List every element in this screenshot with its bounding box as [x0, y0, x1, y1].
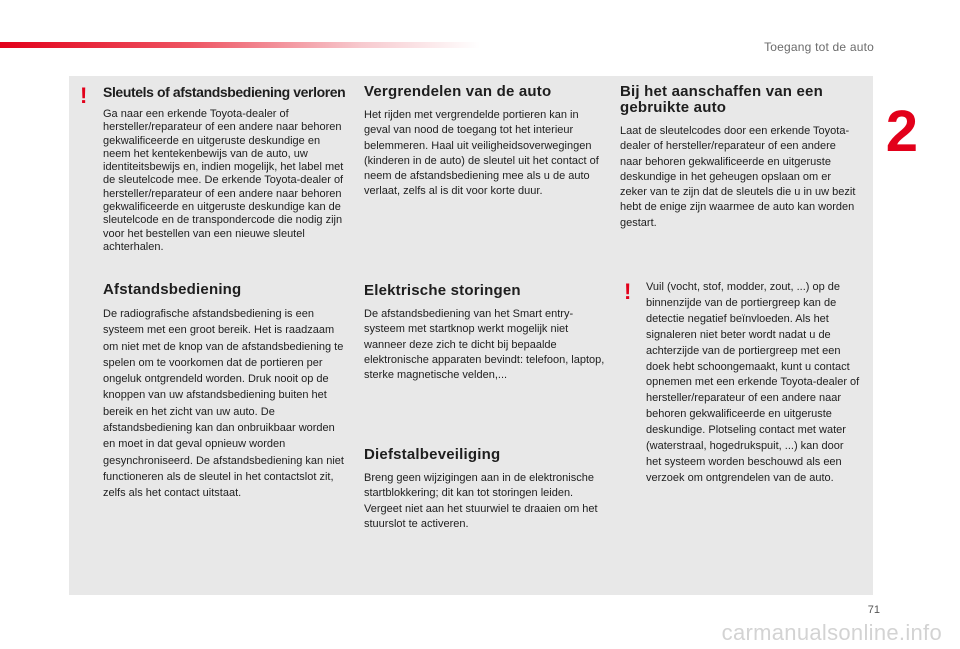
warning-icon: ! — [624, 279, 632, 304]
used-car-title: Bij het aanschaffen van een gebruikte auto — [620, 83, 823, 116]
used-car-body: Laat de sleutelcodes door een erkende Toyota-dealer of hersteller/reparateur of een andere naar behoren gekwalificeerde en uitgeruste deskundige in het geheugen opslaan om er zeker van te zijn dat de sleutels die u in uw bezit hebt de enige zijn waarmee de auto kan worden gestart. — [620, 125, 856, 229]
remote-body: De radiografische afstandsbediening is een systeem met een groot bereik. Het is raadzaam om niet met de knop van de afstandsbediening te spelen om te voorkomen dat de portieren per ongeluk ontgrendeld worden. Druk nooit op de knoppen van uw afstandsbediening buiten het bereik en het zicht van uw auto. De afstandsbediening kan dan onbruikbaar worden en moet in dat geval opnieuw worden gesynchroniseerd. De afstandsbediening kan niet functioneren als de sleutel in het contactslot zit, zelfs als het contact uitstaat. — [103, 308, 344, 500]
used-car-section — [620, 84, 860, 231]
antitheft-section — [364, 447, 607, 532]
locking-title: Vergrendelen van de auto — [364, 83, 552, 100]
lost-keys-body: Ga naar een erkende Toyota-dealer of hersteller/reparateur of een andere naar behoren gekwalificeerde en uitgeruste deskundige en neem het kentekenbewijs van de auto, uw identiteitsbewijs en, indien mogelijk, het label met de sleutelcode mee. De erkende Toyota-dealer of hersteller/reparateur of een andere naar behoren gekwalificeerde en uitgeruste deskundige kan de sleutelcode en de transpondercode die nodig zijn voor het bestellen van een nieuwe sleutel achterhalen. — [103, 108, 344, 253]
lost-keys-section — [103, 84, 346, 254]
chapter-number: 2 — [885, 99, 918, 164]
dirt-warning-section — [646, 280, 860, 487]
section-title: Toegang tot de auto — [764, 40, 874, 54]
electrical-body: De afstandsbediening van het Smart entry-systeem met startknop werkt mogelijk niet wanneer deze zich te dicht bij bepaalde elektronische apparaten bevindt: telefoon, laptop, sterke magnetische velden,... — [364, 308, 605, 382]
remote-title: Afstandsbediening — [103, 281, 242, 298]
lost-keys-title: Sleutels of afstandsbediening verloren — [103, 84, 346, 100]
antitheft-body: Breng geen wijzigingen aan in de elektronische startblokkering; dit kan tot storingen leiden. Vergeet niet aan het stuurwiel te draaien om het stuurslot te activeren. — [364, 472, 598, 530]
locking-section — [364, 84, 607, 200]
dirt-warning-body: Vuil (vocht, stof, modder, zout, ...) op de binnenzijde van de portiergreep kan de detectie negatief beïnvloeden. Als het signaleren niet beter wordt nadat u de achterzijde van de portiergreep met een doek hebt schoongemaakt, kunt u contact opnemen met een erkende Toyota-dealer of hersteller/reparateur of een andere naar behoren gekwalificeerde en uitgeruste deskundige. Plotseling contact met water (waterstraal, hogedrukspuit, ...) kan door het systeem worden beschouwd als een verzoek om ontgrendelen van de auto. — [646, 281, 860, 484]
page-number: 71 — [867, 604, 880, 616]
remote-section — [103, 282, 346, 502]
header-accent-bar — [0, 42, 480, 48]
locking-body: Het rijden met vergrendelde portieren kan in geval van nood de toegang tot het interieur belemmeren. Haal uit veiligheidsoverwegingen (kinderen in de auto) de sleutel uit het contact of neem de afstandsbediening mee als u de auto verlaat, zelfs al is dit voor korte duur. — [364, 109, 599, 198]
electrical-section — [364, 283, 607, 383]
antitheft-title: Diefstalbeveiliging — [364, 446, 501, 463]
electrical-title: Elektrische storingen — [364, 282, 521, 299]
watermark: carmanualsonline.info — [721, 620, 942, 645]
warning-icon: ! — [80, 83, 88, 108]
